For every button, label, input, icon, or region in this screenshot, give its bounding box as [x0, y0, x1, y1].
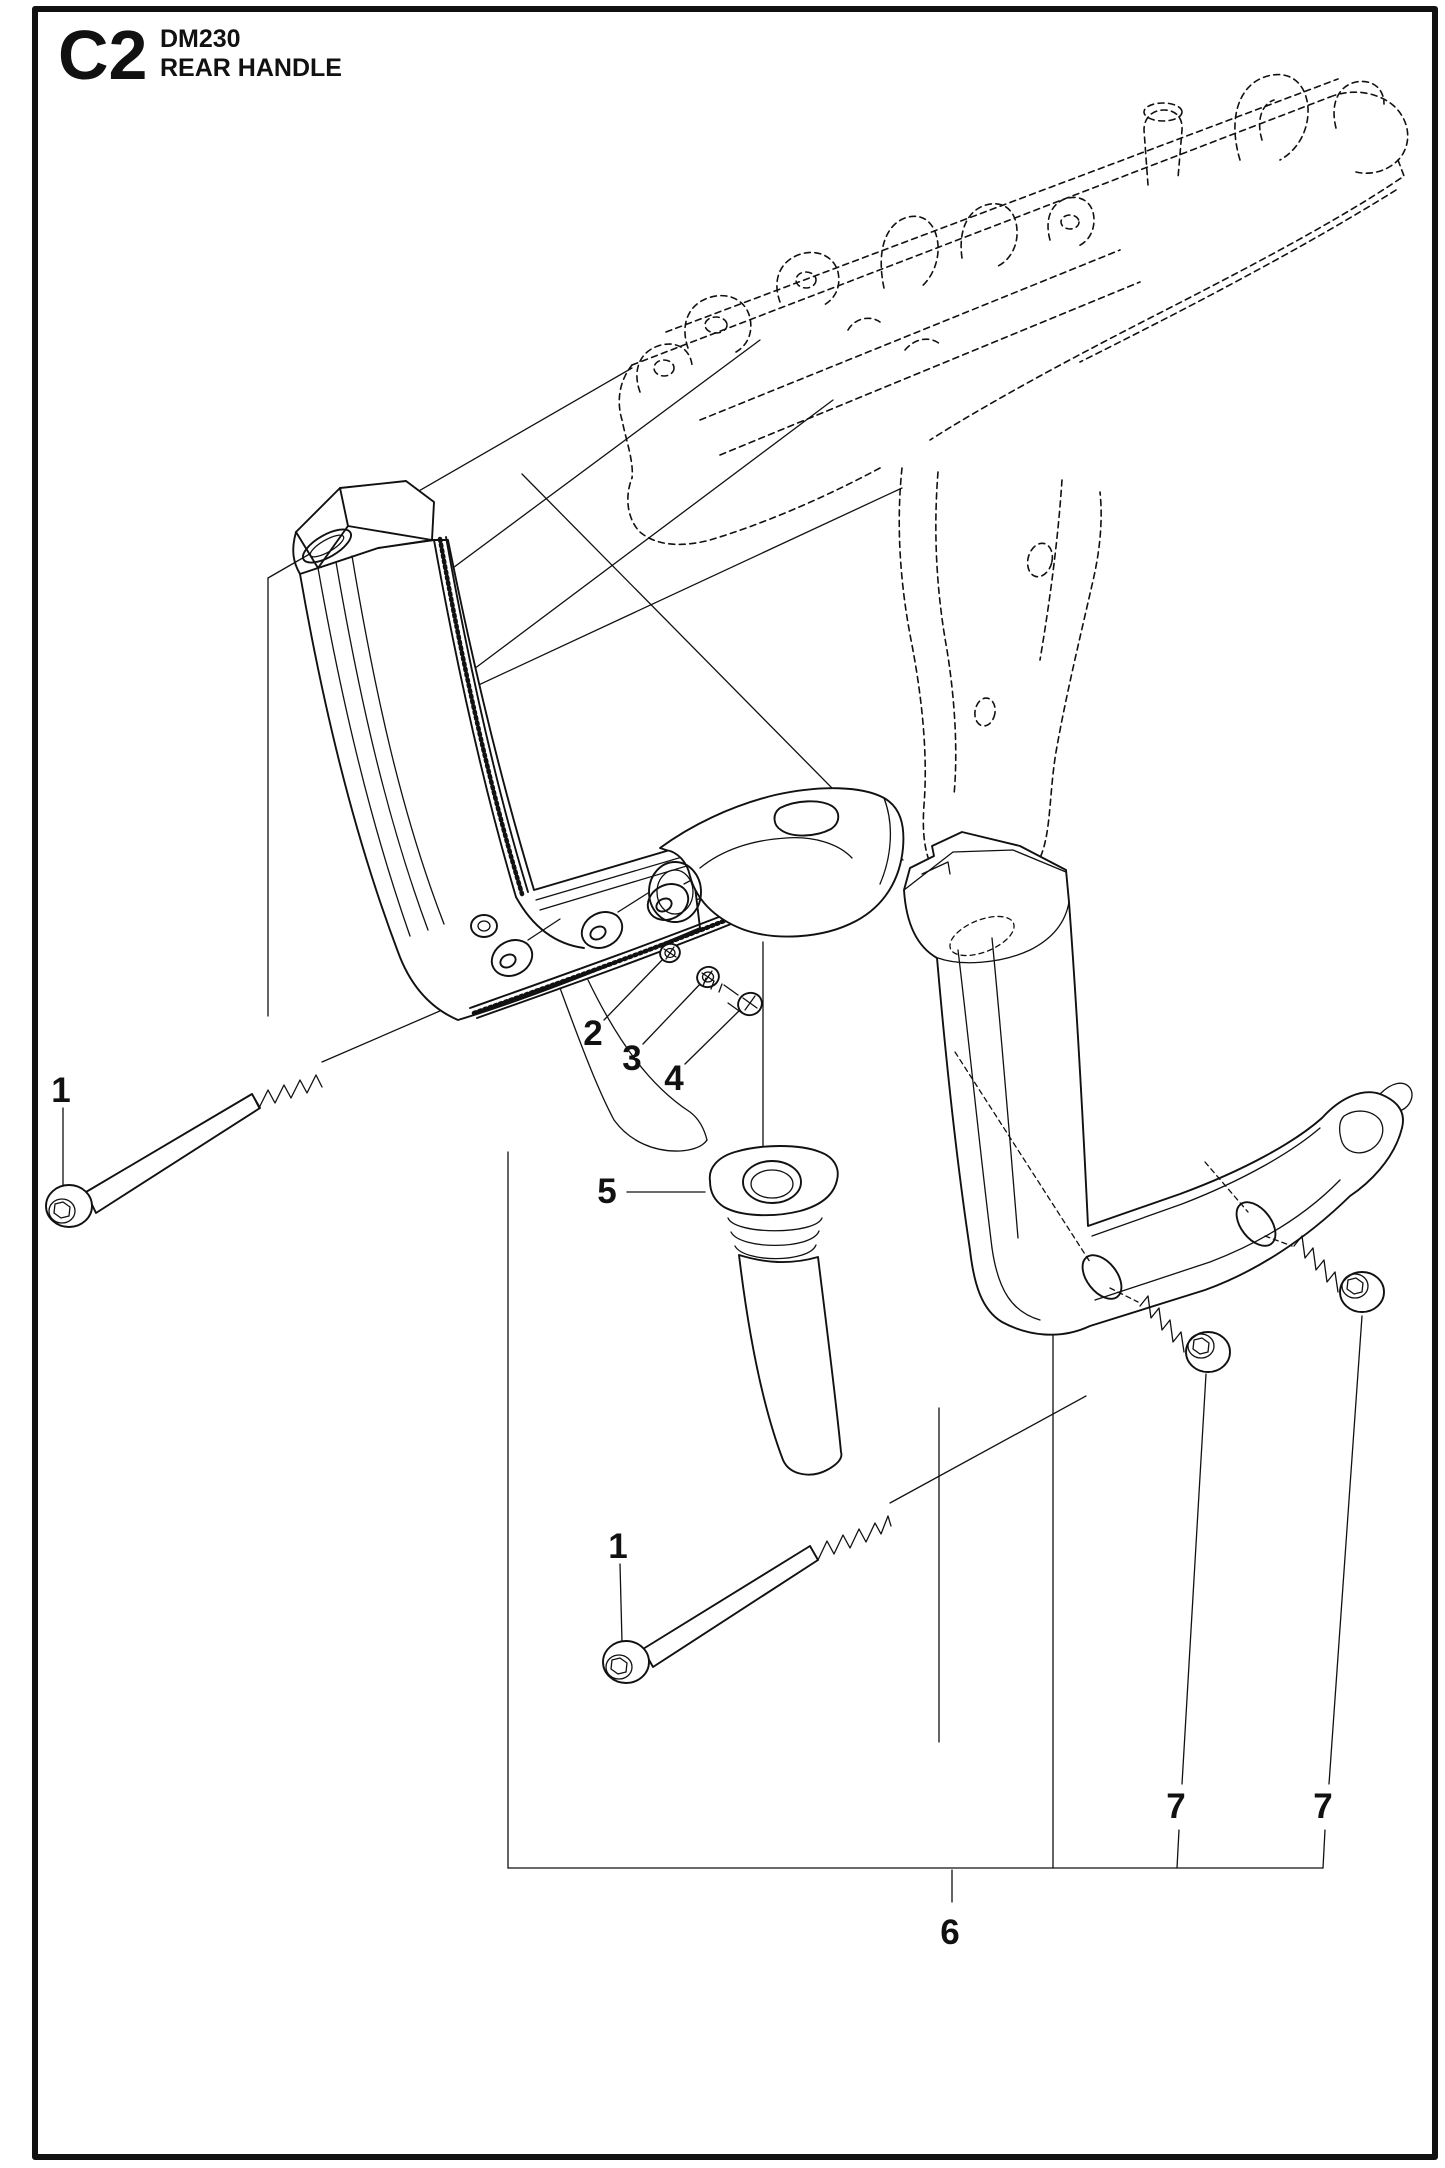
- detail-line: [1040, 480, 1062, 660]
- body-edge: [632, 97, 1330, 365]
- callout-2: 2: [583, 1014, 603, 1053]
- screw-1-threads: [810, 1516, 891, 1560]
- callout-1: 1: [51, 1071, 71, 1110]
- screw-7-threads: [1294, 1236, 1338, 1292]
- cylinder-stub-top: [1144, 103, 1182, 121]
- lug-hole: [705, 317, 727, 333]
- clamp-lug: [881, 216, 938, 288]
- callout-labels: [51, 1014, 1332, 1952]
- lug-hole: [1061, 215, 1079, 229]
- callout-7-leader: [1182, 1374, 1206, 1784]
- callout-7-leader: [1323, 1830, 1325, 1868]
- screw-1-shaft: [643, 1546, 818, 1667]
- clamp-lug: [637, 344, 692, 392]
- sleeve-tube: [739, 1255, 841, 1475]
- small-fasteners: [658, 941, 766, 1018]
- page-border: [35, 9, 1435, 2157]
- body-edge: [930, 160, 1404, 440]
- sleeve-rings: [728, 1218, 822, 1259]
- figure-code: C2: [58, 16, 148, 94]
- projection-lines: [63, 340, 1362, 1902]
- detail-line: [720, 282, 1140, 455]
- clamp-lug: [1048, 197, 1094, 247]
- detail-line: [848, 318, 880, 330]
- grip-hole: [1024, 540, 1056, 579]
- callout-3-leader: [643, 982, 702, 1044]
- body-end-cap: [1330, 92, 1408, 173]
- callout-7-leader: [1329, 1316, 1362, 1784]
- callout-3: 3: [622, 1039, 642, 1078]
- body-left-cap: [619, 365, 632, 478]
- callout-1: 1: [608, 1527, 628, 1566]
- model-label: DM230: [160, 25, 241, 53]
- callout-7: 7: [1166, 1787, 1186, 1826]
- screw-1-threads: [252, 1075, 322, 1108]
- machine-body-ghost: [619, 75, 1407, 894]
- screw-1-shaft: [86, 1094, 260, 1213]
- detail-line: [1080, 190, 1396, 362]
- callout-7-leader: [1177, 1830, 1179, 1868]
- grip-hole: [973, 696, 998, 727]
- damper-sleeve: [710, 1146, 842, 1475]
- callout-6: 6: [940, 1913, 960, 1952]
- callout-7: 7: [1313, 1787, 1333, 1826]
- detail-line: [905, 339, 940, 350]
- sleeve-flange: [710, 1146, 838, 1215]
- detail-line: [936, 472, 956, 795]
- clamp-lug: [1334, 81, 1384, 128]
- handle-outline: [904, 832, 1403, 1335]
- page-header: [58, 16, 342, 94]
- callout-4-leader: [685, 1008, 742, 1064]
- section-title: REAR HANDLE: [160, 54, 342, 82]
- body-edge: [628, 468, 880, 544]
- callout-2-leader: [604, 957, 665, 1020]
- axis-line: [470, 400, 833, 672]
- clamp-lug: [1235, 75, 1308, 160]
- handle-half-right: [904, 832, 1412, 1335]
- lug-hole: [654, 360, 674, 376]
- screw-axis-line: [890, 1396, 1086, 1503]
- detail-line: [700, 250, 1120, 420]
- callout-1-leader: [620, 1564, 622, 1642]
- callout-4: 4: [664, 1059, 684, 1098]
- body-grip-outline: [899, 468, 1101, 894]
- corner-screw-hole: [471, 915, 497, 937]
- callout-5: 5: [597, 1172, 617, 1211]
